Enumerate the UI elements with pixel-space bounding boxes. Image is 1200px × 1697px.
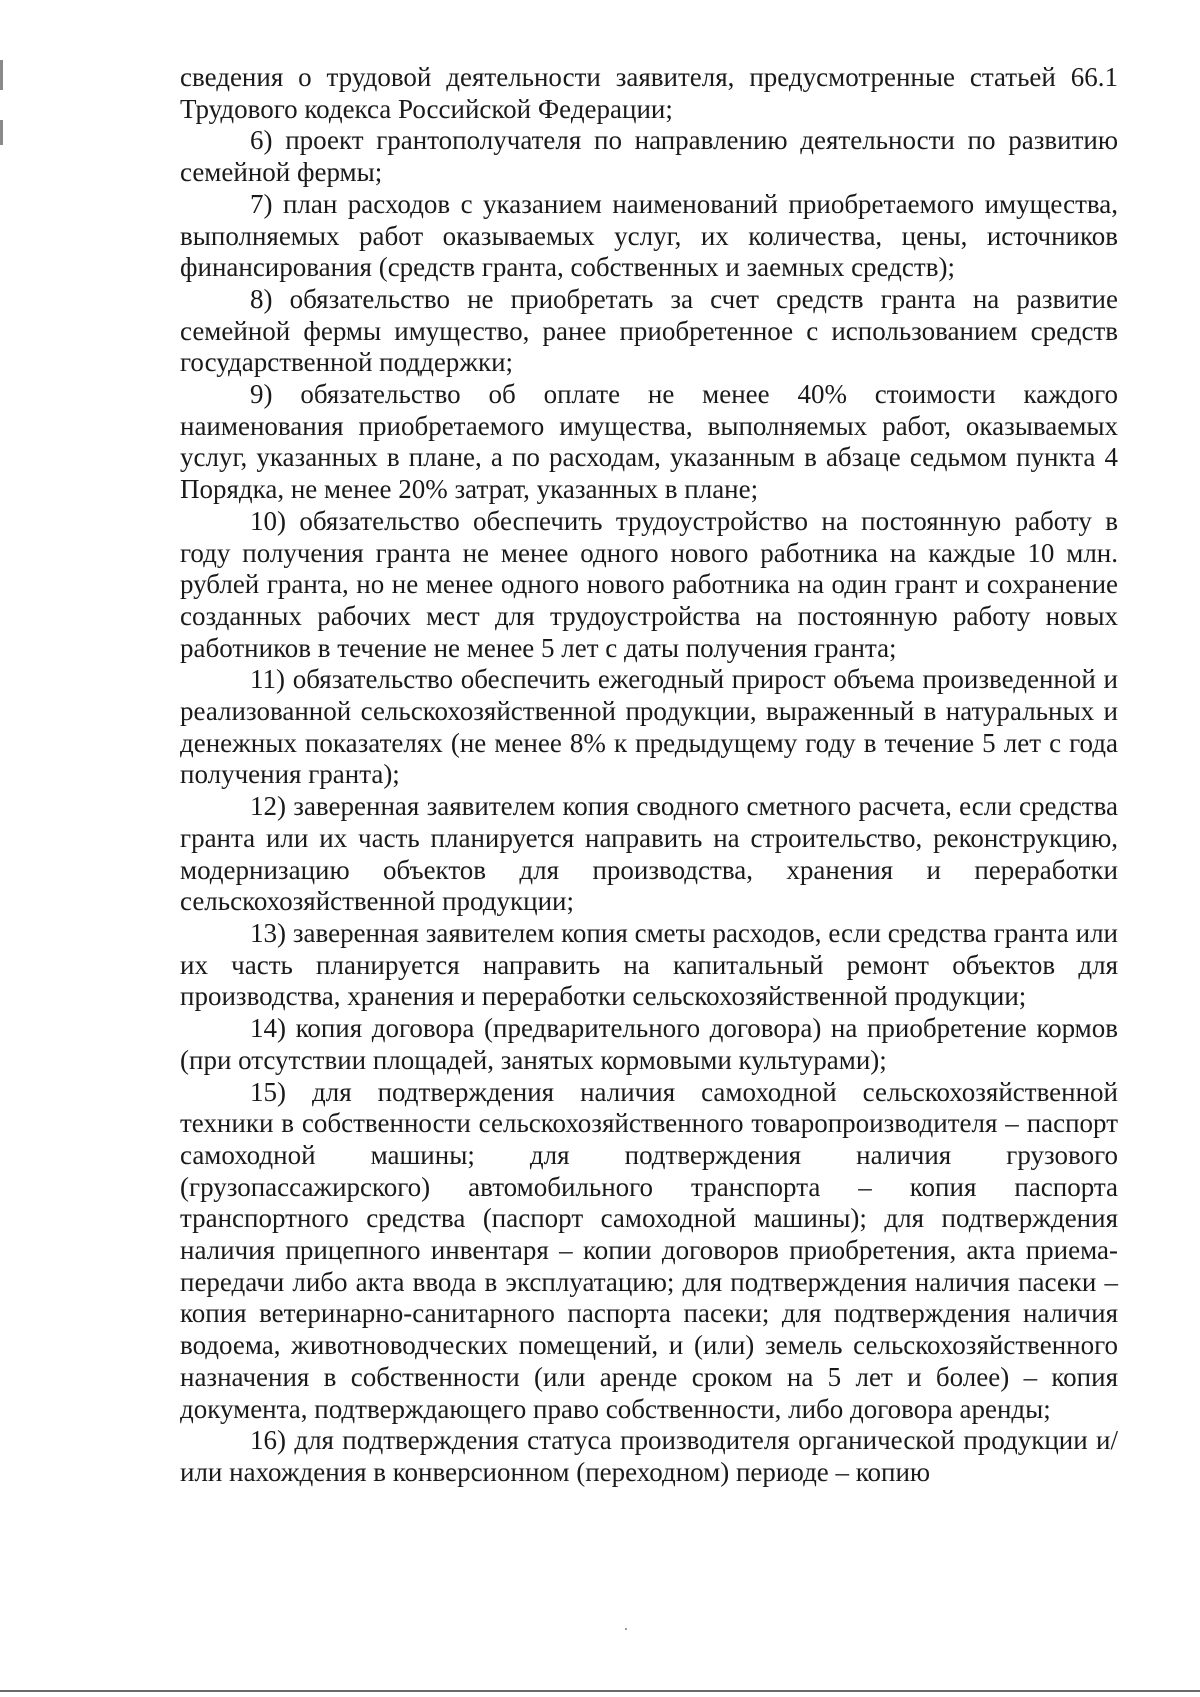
paragraph-item-14: 14) копия договора (предварительного договора) на приобретение кормов (при отсутствии площадей, занятых кормовыми культурами);: [180, 1013, 1118, 1075]
paragraph-item-11: 11) обязательство обеспечить ежегодный прирост объема произведенной и реализованной сельскохозяйственной продукции, выраженный в натуральных и денежных показателях (не менее 8% к предыдущему году в течение 5 лет с года получения гранта);: [180, 664, 1118, 790]
paragraph-item-6: 6) проект грантополучателя по направлению деятельности по развитию семейной фермы;: [180, 125, 1118, 188]
paragraph-item-15: 15) для подтверждения наличия самоходной сельскохозяйственной техники в собственности сельскохозяйственного товаропроизводителя – паспорт самоходной машины; для подтверждения наличия грузового (грузопассажирского) автомобильного транспорта – копия паспорта транспортного средства (паспорт самоходной машины); для подтверждения наличия прицепного инвентаря – копии договоров приобретения, акта приема-передачи либо акта ввода в эксплуатацию; для подтверждения наличия пасеки – копия ветеринарно-санитарного паспорта пасеки; для подтверждения наличия водоема, животноводческих помещений, и (или) земель сельскохозяйственного назначения в собственности (или аренде сроком на 5 лет и более) – копия документа, подтверждающего право собственности, либо договора аренды;: [180, 1076, 1118, 1424]
paragraph-item-12: 12) заверенная заявителем копия сводного сметного расчета, если средства гранта или их часть планируется направить на строительство, реконструкцию, модернизацию объектов для производства, хранения и переработки сельскохозяйственной продукции;: [180, 791, 1118, 917]
paragraph-item-10: 10) обязательство обеспечить трудоустройство на постоянную работу в году получения гранта не менее одного нового работника на каждые 10 млн. рублей гранта, но не менее одного нового работника на один грант и сохранение созданных рабочих мест для трудоустройства на постоянную работу новых работников в течение не менее 5 лет с даты получения гранта;: [180, 505, 1118, 663]
paragraph-item-13: 13) заверенная заявителем копия сметы расходов, если средства гранта или их часть планируется направить на капитальный ремонт объектов для производства, хранения и переработки сельскохозяйственной продукции;: [180, 917, 1118, 1012]
paragraph-continuation: сведения о трудовой деятельности заявителя, предусмотренные статьей 66.1 Трудового кодекса Российской Федерации;: [180, 62, 1118, 124]
scan-speck: [625, 1628, 627, 1630]
scan-edge-mark-middle: [0, 120, 3, 145]
paragraph-item-7: 7) план расходов с указанием наименований приобретаемого имущества, выполняемых работ оказываемых услуг, их количества, цены, источников финансирования (средств гранта, собственных и заемных средств);: [180, 188, 1118, 283]
paragraph-item-8: 8) обязательство не приобретать за счет средств гранта на развитие семейной фермы имущество, ранее приобретенное с использованием средств государственной поддержки;: [180, 283, 1118, 378]
page-bottom-edge: [0, 1690, 1200, 1692]
document-body: [180, 62, 1118, 1489]
paragraph-item-16: 16) для подтверждения статуса производителя органической продукции и/или нахождения в конверсионном (переходном) периоде – копию: [180, 1425, 1118, 1487]
paragraph-item-9: 9) обязательство об оплате не менее 40% стоимости каждого наименования приобретаемого имущества, выполняемых работ, оказываемых услуг, указанных в плане, а по расходам, указанным в абзаце седьмом пункта 4 Порядка, не менее 20% затрат, указанных в плане;: [180, 379, 1118, 505]
scan-edge-mark-top: [0, 60, 3, 90]
